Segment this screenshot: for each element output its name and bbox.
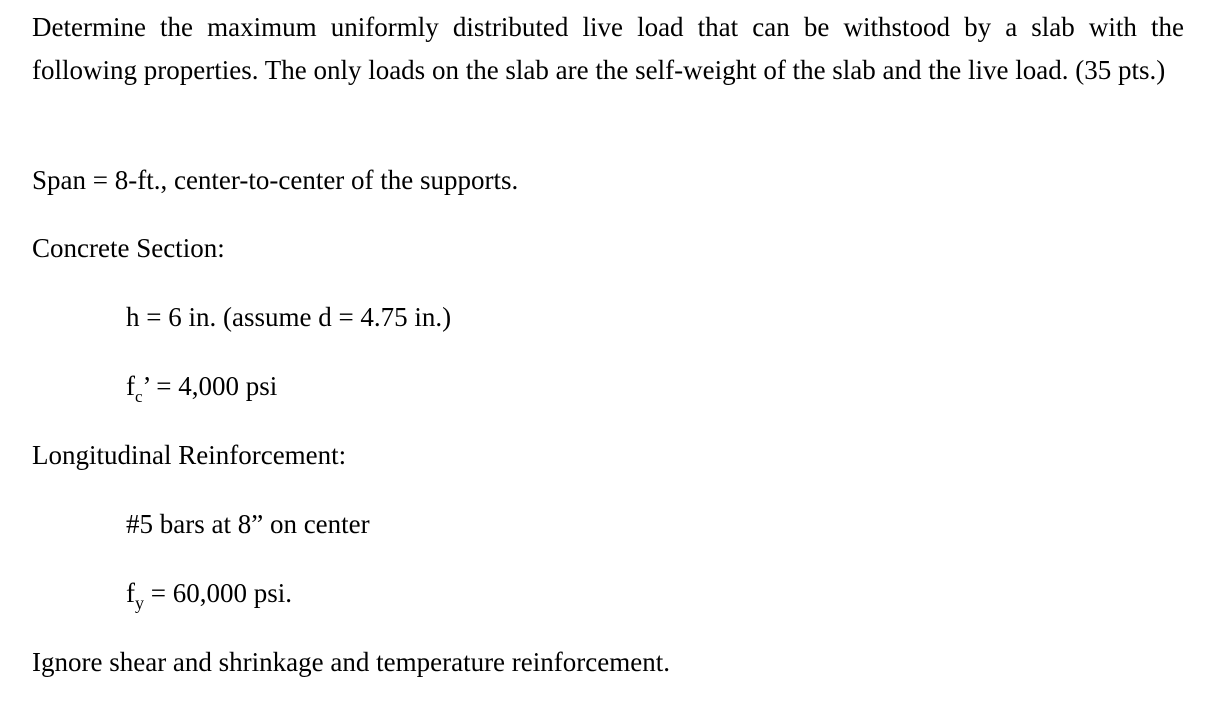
longitudinal-reinforcement-heading: Longitudinal Reinforcement: [32, 440, 347, 470]
fy-value: = 60,000 psi. [144, 578, 292, 608]
span-line: Span = 8-ft., center-to-center of the supports. [32, 165, 519, 195]
bars-spacing-line: #5 bars at 8” on center [126, 509, 370, 539]
fy-symbol: f [126, 578, 135, 608]
fc-value: ’ = 4,000 psi [142, 371, 278, 401]
fc-symbol: f [126, 371, 135, 401]
problem-statement [32, 6, 1184, 677]
yield-strength-line [126, 577, 292, 612]
concrete-strength-line [126, 370, 277, 406]
slab-thickness-line: h = 6 in. (assume d = 4.75 in.) [126, 302, 452, 332]
fy-subscript: y [135, 593, 144, 613]
fc-subscript: c [135, 387, 143, 406]
ignore-note-line: Ignore shear and shrinkage and temperature reinforcement. [32, 647, 670, 677]
intro-paragraph: Determine the maximum uniformly distributed live load that can be withstood by a slab with the following properties. The only loads on the slab are the self-weight of the slab and the live load. (35 pts.) [32, 12, 1184, 85]
concrete-section-heading: Concrete Section: [32, 233, 225, 263]
